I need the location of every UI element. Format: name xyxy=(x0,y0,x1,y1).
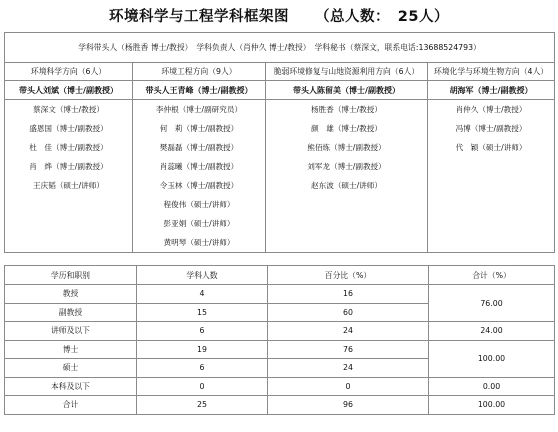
member-cell xyxy=(5,233,133,253)
member-cell: 肖仲久（博士/教授） xyxy=(428,100,555,120)
stats-percent: 24 xyxy=(268,322,429,341)
member-cell: 程俊伟（硕士/讲师） xyxy=(133,195,266,214)
member-cell: 杨胜香（博士/教授） xyxy=(266,100,428,120)
stats-total: 100.00 xyxy=(429,340,555,377)
member-cell: 杜 佳（博士/副教授） xyxy=(5,138,133,157)
member-cell xyxy=(266,214,428,233)
member-cell xyxy=(428,157,555,176)
stats-total: 76.00 xyxy=(429,285,555,322)
member-cell: 刘军龙（博士/副教授） xyxy=(266,157,428,176)
member-cell: 彭亚娟（硕士/讲师） xyxy=(133,214,266,233)
stats-count: 6 xyxy=(137,359,268,378)
stats-count: 0 xyxy=(137,377,268,396)
stats-row-label: 合计 xyxy=(5,396,137,415)
total-count: （总人数： 25人） xyxy=(315,9,449,25)
member-cell: 王庆韬（硕士/讲师） xyxy=(5,176,133,195)
member-cell: 樊磊磊（博士/副教授） xyxy=(133,138,266,157)
member-cell: 赵东波（硕士/讲师） xyxy=(266,176,428,195)
direction-leader: 带头人陈留美（博士/副教授） xyxy=(266,81,428,100)
stats-count: 19 xyxy=(137,340,268,359)
direction-header: 环境化学与环境生物方向（4人） xyxy=(428,63,555,81)
member-cell: 黄明琴（硕士/讲师） xyxy=(133,233,266,253)
stats-row-label: 副教授 xyxy=(5,303,137,322)
stats-percent: 0 xyxy=(268,377,429,396)
member-cell xyxy=(428,233,555,253)
member-cell xyxy=(266,233,428,253)
title-text: 环境科学与工程学科框架图 xyxy=(109,9,290,25)
direction-leader: 带头人王青峰（博士/副教授） xyxy=(133,81,266,100)
stats-header: 学科人数 xyxy=(137,266,268,285)
direction-header: 脆弱环境修复与山地资源利用方向（6人） xyxy=(266,63,428,81)
stats-row-label: 讲师及以下 xyxy=(5,322,137,341)
member-cell: 何 莉（博士/副教授） xyxy=(133,119,266,138)
page-title xyxy=(4,2,554,32)
member-cell: 肖 烨（博士/副教授） xyxy=(5,157,133,176)
stats-total: 100.00 xyxy=(429,396,555,415)
stats-row-label: 博士 xyxy=(5,340,137,359)
stats-count: 15 xyxy=(137,303,268,322)
member-cell: 李仲根（博士/副研究员） xyxy=(133,100,266,120)
stats-percent: 24 xyxy=(268,359,429,378)
stats-percent: 60 xyxy=(268,303,429,322)
stats-count: 4 xyxy=(137,285,268,304)
stats-percent: 96 xyxy=(268,396,429,415)
stats-row-label: 本科及以下 xyxy=(5,377,137,396)
direction-header: 环境科学方向（6人） xyxy=(5,63,133,81)
member-cell: 蔡深文（博士/教授） xyxy=(5,100,133,120)
stats-percent: 76 xyxy=(268,340,429,359)
member-cell xyxy=(5,214,133,233)
member-cell: 盛恩国（博士/副教授） xyxy=(5,119,133,138)
member-cell xyxy=(5,195,133,214)
stats-row-label: 硕士 xyxy=(5,359,137,378)
member-cell: 代 颖（硕士/讲师） xyxy=(428,138,555,157)
framework-table xyxy=(4,32,555,253)
member-cell: 令玉林（博士/副教授） xyxy=(133,176,266,195)
discipline-staff-line: 学科带头人（杨胜香 博士/教授） 学科负责人（肖仲久 博士/教授） 学科秘书（蔡深文，联系电话:13688524793） xyxy=(5,33,555,63)
stats-header: 百分比（%） xyxy=(268,266,429,285)
statistics-table xyxy=(4,265,555,415)
member-cell xyxy=(428,176,555,195)
member-cell: 颜 雄（博士/教授） xyxy=(266,119,428,138)
section-gap xyxy=(4,253,554,265)
stats-header: 学历和职别 xyxy=(5,266,137,285)
stats-count: 25 xyxy=(137,396,268,415)
direction-leader: 胡海军（博士/副教授） xyxy=(428,81,555,100)
member-cell: 熊佰炼（博士/副教授） xyxy=(266,138,428,157)
member-cell xyxy=(266,195,428,214)
direction-leader: 带头人刘斌（博士/副教授） xyxy=(5,81,133,100)
stats-header: 合计（%） xyxy=(429,266,555,285)
direction-header: 环境工程方向（9人） xyxy=(133,63,266,81)
stats-total: 24.00 xyxy=(429,322,555,341)
stats-row-label: 教授 xyxy=(5,285,137,304)
member-cell xyxy=(428,195,555,214)
stats-count: 6 xyxy=(137,322,268,341)
member-cell: 冯博（博士/副教授） xyxy=(428,119,555,138)
stats-total: 0.00 xyxy=(429,377,555,396)
member-cell xyxy=(428,214,555,233)
stats-percent: 16 xyxy=(268,285,429,304)
member-cell: 肖蕊曦（博士/副教授） xyxy=(133,157,266,176)
framework-document xyxy=(4,2,554,415)
